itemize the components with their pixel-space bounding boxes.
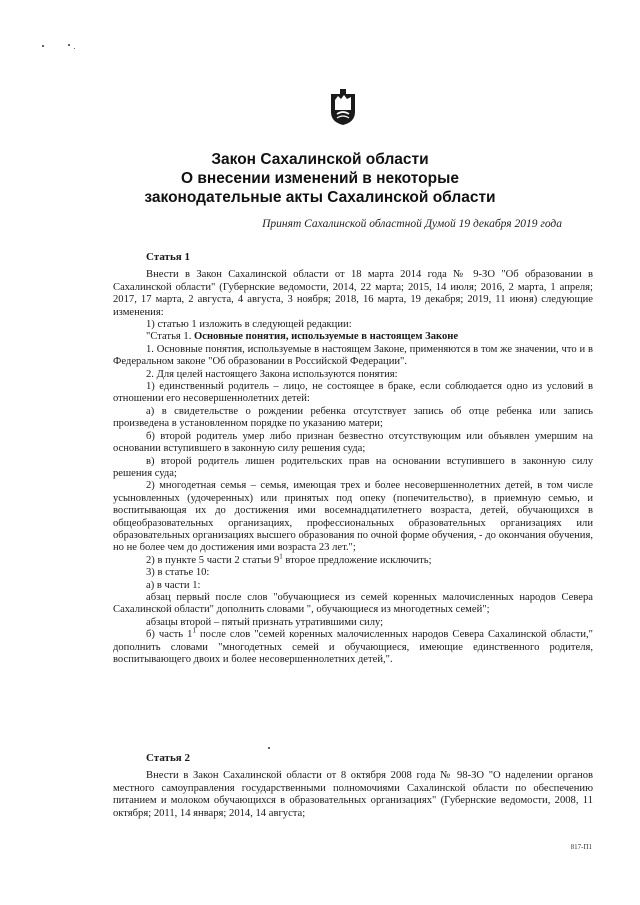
- sakhalin-coat-of-arms-icon: [329, 88, 357, 126]
- article-1-item: б) второй родитель умер либо признан безвестно отсутствующим или объявлен умершим на основании вступившего в законную силу решения суда;: [113, 430, 593, 455]
- adoption-note: Принят Сахалинской областной Думой 19 декабря 2019 года: [262, 218, 562, 230]
- article-1-item: 1. Основные понятия, используемые в настоящем Законе, применяются в том же значении, что и в Федеральном законе "Об образовании в Российской Федерации".: [113, 343, 593, 368]
- article-1-item: в) второй родитель лишен родительских прав на основании вступившего в законную силу решения суда;: [113, 455, 593, 479]
- article-2-heading: Статья 2: [146, 752, 190, 764]
- article-1-item: а) в части 1:: [146, 579, 201, 591]
- article-1-item: б) часть $1^1$ после слов "семей коренных малочисленных народов Севера Сахалинской области," дополнить словами "многодетных семей и обучающиеся, имеющие единственного родителя, воспитывающего двоих и более несовершеннолетних детей,".: [113, 626, 593, 665]
- article-1-item: 2. Для целей настоящего Закона используются понятия:: [146, 368, 398, 380]
- law-title-line-2: О внесении изменений в некоторые: [181, 170, 459, 187]
- article-1-heading: Статья 1: [146, 251, 190, 263]
- page-code: 817-П1: [570, 843, 592, 851]
- article-1-intro: Внести в Закон Сахалинской области от 18 марта 2014 года № 9-ЗО "Об образовании в Сахалинской области" (Губернские ведомости, 2014, 22 марта; 2015, 14 июля; 2016, 2 марта, 1 апреля; 2017, 17 марта, 2 августа, 4 августа, 3 ноября; 2018, 16 марта, 19 декабря; 2019, 11 июня) следующие изменения:: [113, 269, 593, 318]
- article-2: [113, 752, 593, 820]
- article-1: [113, 251, 593, 666]
- article-1-item: 1) единственный родитель – лицо, не состоящее в браке, если соблюдается одно из условий в отношении его несовершеннолетних детей:: [113, 381, 593, 405]
- article-1-item: 3) в статье 10:: [146, 567, 210, 579]
- article-1-item: абзац первый после слов "обучающиеся из семей коренных малочисленных народов Севера Сахалинской области" дополнить словами ", обучающиеся из многодетных семей";: [113, 591, 593, 616]
- article-1-item: абзацы второй – пятый признать утратившими силу;: [146, 616, 384, 628]
- article-1-item: а) в свидетельстве о рождении ребенка отсутствует запись об отце ребенка или запись произведена в установленном порядке по указанию матери;: [113, 405, 593, 430]
- article-1-new-heading: "Статья 1. Основные понятия, используемые в настоящем Законе: [146, 331, 459, 343]
- law-title-line-1: Закон Сахалинской области: [211, 151, 429, 168]
- article-1-item: 1) статью 1 изложить в следующей редакции:: [146, 319, 352, 331]
- article-1-item: 2) многодетная семья – семья, имеющая трех и более несовершеннолетних детей, в том числе усыновленных (удочеренных) или принятых под опеку (попечительство), в приемную семью, и воспитывающая их до достижения ими восемнадцатилетнего возраста, детей, обучающихся в общеобразовательных организациях, профессиональных образовательных организациях или образовательных организациях высшего образования по очной форме обучения, - до окончания обучения, но не более чем до достижения ими возраста 23 лет.";: [113, 480, 593, 554]
- article-2-text: Внести в Закон Сахалинской области от 8 октября 2008 года № 98-ЗО "О наделении органов местного самоуправления государственными полномочиями Сахалинской области по обеспечению питанием и молоком обучающихся в образовательных организациях" (Губернские ведомости, 2008, 11 октября; 2011, 14 января; 2014, 14 августа;: [113, 770, 593, 819]
- law-title-line-3: законодательные акты Сахалинской области: [144, 189, 496, 206]
- article-1-item: 2) в пункте 5 части 2 статьи $9^1$ второе предложение исключить;: [146, 552, 432, 566]
